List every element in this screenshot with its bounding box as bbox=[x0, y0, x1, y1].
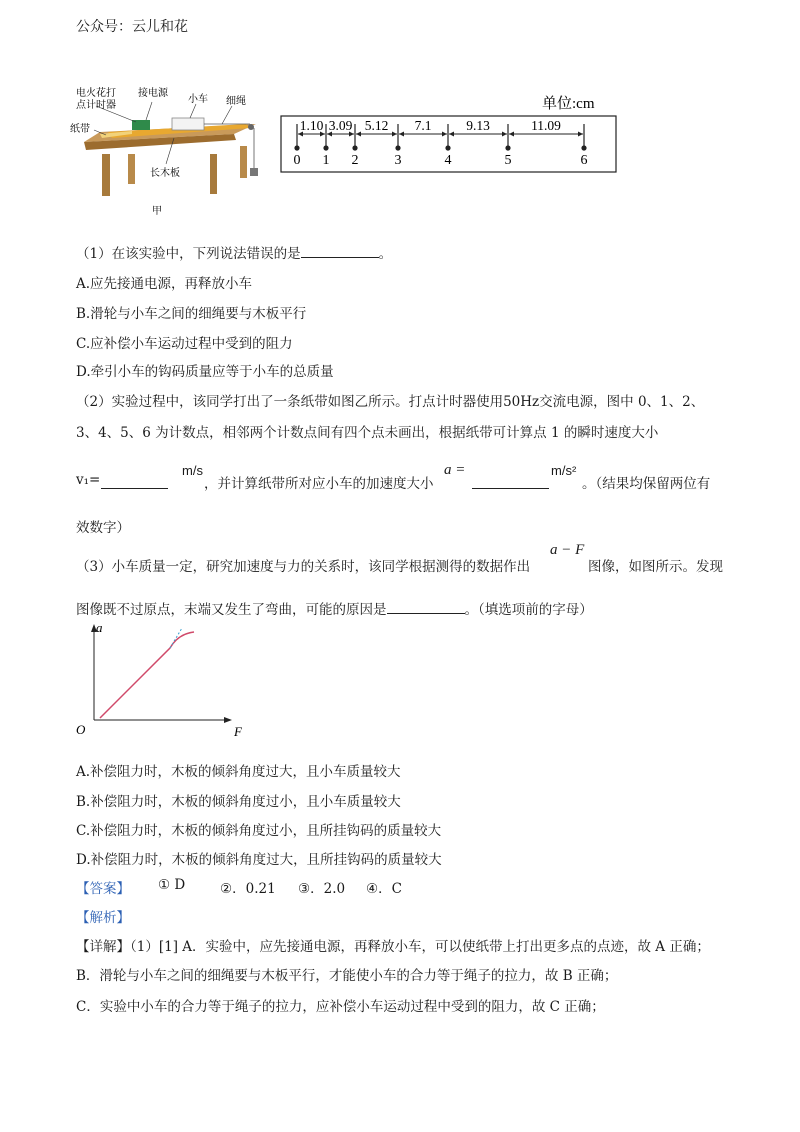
tape-point-label: 4 bbox=[444, 153, 452, 168]
detail-line1 bbox=[76, 935, 710, 955]
q2-line1: （2）实验过程中，该同学打出了一条纸带如图乙所示。打点计时器使用50Hz交流电源，图中 0、1、2、 bbox=[76, 394, 705, 410]
tape-segment-label: 1.10 bbox=[299, 118, 324, 133]
q1-stem bbox=[76, 242, 392, 262]
label-timer-1: 电火花打 bbox=[76, 88, 116, 99]
aF-graph bbox=[70, 618, 240, 742]
q3-line1-post: 图像，如图所示。发现 bbox=[588, 559, 723, 575]
answer-item-2: ②．0.21 bbox=[220, 881, 276, 897]
tape-segment-label: 9.13 bbox=[466, 118, 490, 133]
tape-segment-label: 5.12 bbox=[364, 118, 389, 133]
answer-item-1: ① D bbox=[158, 877, 186, 893]
tape-arrowhead bbox=[356, 132, 361, 137]
answer-item-4: ④．C bbox=[366, 881, 402, 897]
origin-label: O bbox=[76, 722, 86, 737]
analysis-tag: 【解析】 bbox=[76, 910, 130, 926]
tape-arrowhead bbox=[442, 132, 447, 137]
label-cart: 小车 bbox=[188, 94, 208, 105]
tape-point bbox=[505, 145, 510, 150]
label-leader bbox=[222, 106, 232, 124]
figure-caption: 甲 bbox=[152, 206, 162, 217]
q2-v-unit: m/s bbox=[182, 463, 203, 478]
tape-diagram bbox=[270, 88, 620, 174]
label-leader bbox=[190, 104, 196, 118]
page-header: 公众号：云儿和花 bbox=[76, 19, 188, 35]
q2-v1-blank bbox=[101, 476, 168, 489]
tape-segment-label: 3.09 bbox=[328, 118, 353, 133]
q3-line1-pre: （3）小车质量一定，研究加速度与力的关系时，该同学根据测得的数据作出 bbox=[76, 559, 531, 575]
tape-arrowhead bbox=[509, 132, 514, 137]
detail-line2: B．滑轮与小车之间的细绳要与木板平行，才能使小车的合力等于绳子的拉力，故 B 正确； bbox=[76, 968, 618, 984]
cart bbox=[172, 118, 204, 130]
pulley bbox=[248, 124, 254, 130]
table-leg bbox=[210, 154, 217, 194]
tape-point bbox=[395, 145, 400, 150]
tape-unit-label: 单位:cm bbox=[542, 96, 595, 112]
q1-option-d: D.牵引小车的钩码质量应等于小车的总质量 bbox=[76, 364, 334, 380]
y-axis-label: a bbox=[96, 620, 103, 635]
q3-line2-end: 。（填选项前的字母） bbox=[464, 602, 593, 618]
q2-tail: 。（结果均保留两位有 bbox=[582, 476, 711, 492]
q2-line4: 效数字） bbox=[76, 520, 130, 536]
q3-option-d: D.补偿阻力时，木板的倾斜角度过大，且所挂钩码的质量较大 bbox=[76, 852, 442, 868]
tape-segment-label: 7.1 bbox=[414, 118, 432, 133]
tape-point-label: 3 bbox=[394, 153, 402, 168]
detail-line3: C．实验中小车的合力等于绳子的拉力，应补偿小车运动过程中受到的阻力，故 C 正确； bbox=[76, 999, 605, 1015]
label-leader bbox=[146, 102, 152, 120]
apparatus-figure bbox=[70, 84, 270, 224]
tape-arrowhead bbox=[578, 132, 583, 137]
tape-point-label: 6 bbox=[580, 153, 588, 168]
q2-mid-text: ，并计算纸带所对应小车的加速度大小 bbox=[204, 476, 434, 492]
tape-point bbox=[581, 145, 586, 150]
q3-option-b: B.补偿阻力时，木板的倾斜角度过小，且小车质量较大 bbox=[76, 794, 401, 810]
table-leg bbox=[128, 154, 135, 184]
aF-curve bbox=[100, 632, 194, 718]
q2-line2: 3、4、5、6 为计数点，相邻两个计数点间有四个点未画出，根据纸带可计算点 1 的瞬时速度大小 bbox=[76, 425, 659, 441]
hook-weight bbox=[250, 168, 258, 176]
tape-point-label: 2 bbox=[351, 153, 359, 168]
answer-tag: 【答案】 bbox=[76, 881, 130, 897]
q3-answer-blank bbox=[387, 601, 465, 614]
tape-arrowhead bbox=[502, 132, 507, 137]
label-rope: 细绳 bbox=[226, 96, 246, 107]
q1-option-c: C.应补偿小车运动过程中受到的阻力 bbox=[76, 336, 293, 352]
detail-line1-text: （1）[1] A．实验中，应先接通电源，再释放小车，可以使纸带上打出更多点的点迹，故 A 正确； bbox=[130, 939, 710, 955]
table-leg bbox=[240, 146, 247, 178]
tape-point bbox=[294, 145, 299, 150]
tape-point-label: 5 bbox=[504, 153, 512, 168]
x-axis-label: F bbox=[234, 724, 242, 739]
table-leg bbox=[102, 154, 110, 196]
q1-option-a: A.应先接通电源，再释放小车 bbox=[76, 276, 253, 292]
q1-option-b: B.滑轮与小车之间的细绳要与木板平行 bbox=[76, 306, 307, 322]
tape-arrowhead bbox=[399, 132, 404, 137]
q2-a-unit: m/s² bbox=[551, 463, 577, 478]
q3-option-c: C.补偿阻力时，木板的倾斜角度过小，且所挂钩码的质量较大 bbox=[76, 823, 442, 839]
tape-point-label: 0 bbox=[293, 153, 301, 168]
label-timer-2: 点计时器 bbox=[76, 100, 116, 111]
tape-arrowhead bbox=[449, 132, 454, 137]
label-tape: 纸带 bbox=[70, 124, 90, 135]
tape-arrowhead bbox=[392, 132, 397, 137]
q3-line2-text: 图像既不过原点，末端又发生了弯曲，可能的原因是 bbox=[76, 602, 387, 618]
tape-segment-label: 11.09 bbox=[531, 118, 561, 133]
tape-point-label: 1 bbox=[322, 153, 330, 168]
q1-stem-text: （1）在该实验中，下列说法错误的是 bbox=[76, 246, 301, 262]
q3-line2 bbox=[76, 598, 593, 618]
q3-option-a: A.补偿阻力时，木板的倾斜角度过大，且小车质量较大 bbox=[76, 764, 401, 780]
q2-a-symbol: a = bbox=[444, 462, 466, 478]
q1-answer-blank bbox=[301, 245, 379, 258]
q1-stem-end: 。 bbox=[378, 246, 393, 262]
label-board: 长木板 bbox=[150, 168, 180, 179]
answer-item-3: ③．2.0 bbox=[298, 881, 346, 897]
q2-v1-label: v₁= bbox=[76, 472, 101, 488]
tape-point bbox=[323, 145, 328, 150]
tape-point bbox=[445, 145, 450, 150]
detail-tag: 【详解】 bbox=[76, 939, 130, 955]
q2-a-blank bbox=[472, 476, 549, 489]
q3-aF: a − F bbox=[550, 542, 585, 558]
label-power: 接电源 bbox=[138, 88, 168, 99]
tape-point bbox=[352, 145, 357, 150]
x-axis-arrow bbox=[224, 717, 232, 723]
